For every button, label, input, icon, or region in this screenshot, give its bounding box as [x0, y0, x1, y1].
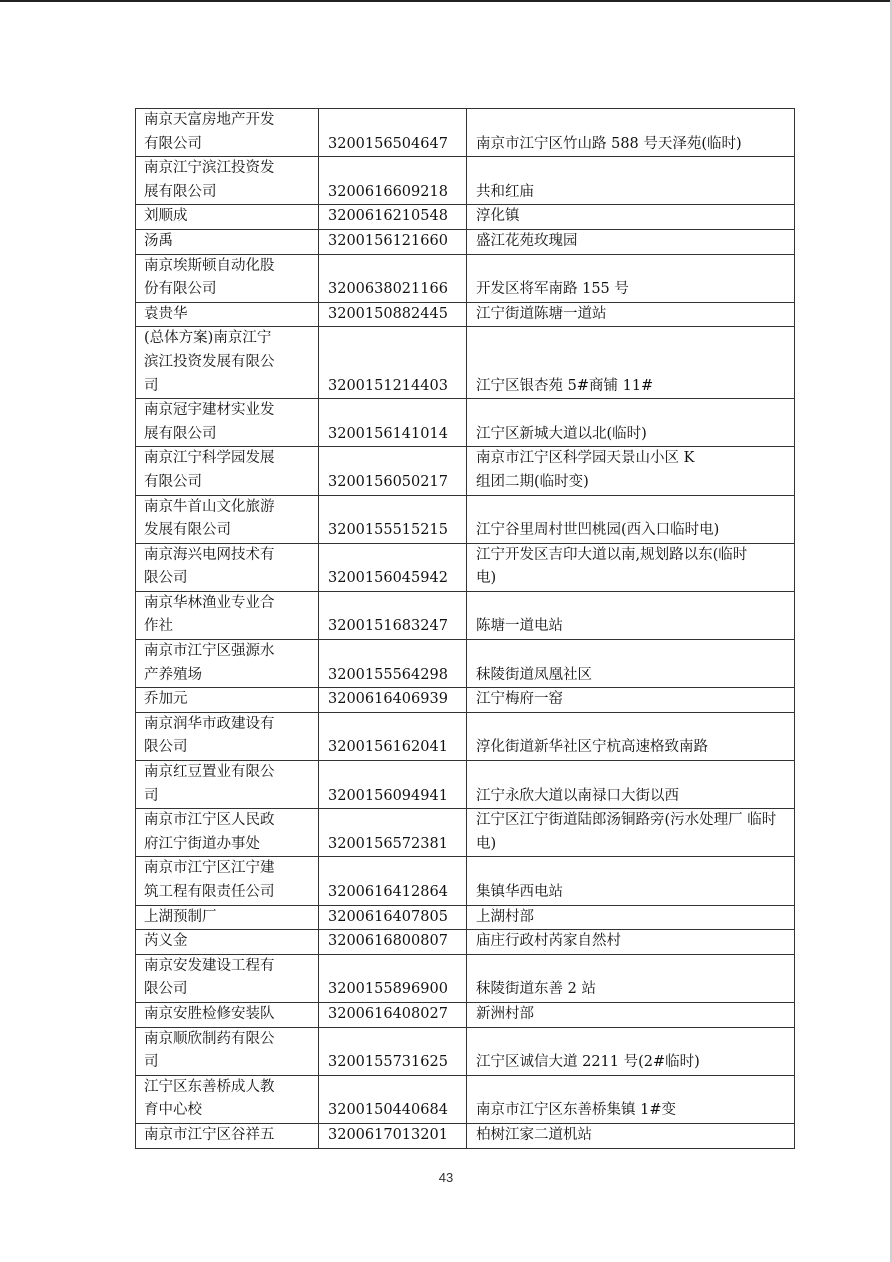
customer-name-cell: 南京安发建设工程有 限公司	[136, 954, 319, 1002]
customer-name-cell: 南京埃斯顿自动化股 份有限公司	[136, 254, 319, 302]
account-number-cell: 3200638021166	[319, 254, 467, 302]
account-number-cell: 3200155896900	[319, 954, 467, 1002]
customer-name-cell: 南京华林渔业专业合 作社	[136, 591, 319, 639]
table-row	[136, 1075, 795, 1123]
table-row	[136, 809, 795, 857]
customer-name-cell: 南京市江宁区强源水 产养殖场	[136, 640, 319, 688]
customer-name-cell: 南京市江宁区人民政 府江宁街道办事处	[136, 809, 319, 857]
location-cell: 新洲村部	[467, 1002, 795, 1027]
table-row	[136, 1123, 795, 1148]
records-table-body	[136, 109, 795, 1149]
table-row	[136, 327, 795, 399]
customer-name-cell: 江宁区东善桥成人教 育中心校	[136, 1075, 319, 1123]
location-cell: 江宁永欣大道以南禄口大街以西	[467, 761, 795, 809]
customer-name-cell: 南京市江宁区江宁建 筑工程有限责任公司	[136, 857, 319, 905]
table-row	[136, 254, 795, 302]
customer-name-cell: 南京牛首山文化旅游 发展有限公司	[136, 495, 319, 543]
table-row	[136, 399, 795, 447]
customer-name-cell: 汤禹	[136, 229, 319, 254]
table-row	[136, 543, 795, 591]
table-row	[136, 1002, 795, 1027]
location-cell: 柏树江家二道机站	[467, 1123, 795, 1148]
customer-name-cell: 南京安胜检修安装队	[136, 1002, 319, 1027]
account-number-cell: 3200150882445	[319, 302, 467, 327]
location-cell: 江宁区诚信大道 2211 号(2#临时)	[467, 1027, 795, 1075]
location-cell: 淳化街道新华社区宁杭高速格致南路	[467, 712, 795, 760]
page-top-border	[0, 0, 892, 2]
location-cell: 江宁区银杏苑 5#商铺 11#	[467, 327, 795, 399]
records-table	[135, 108, 795, 1149]
table-row	[136, 205, 795, 230]
customer-name-cell: 南京江宁滨江投资发 展有限公司	[136, 157, 319, 205]
location-cell: 盛江花苑玫瑰园	[467, 229, 795, 254]
account-number-cell: 3200151683247	[319, 591, 467, 639]
account-number-cell: 3200155564298	[319, 640, 467, 688]
table-row	[136, 688, 795, 713]
location-cell: 南京市江宁区科学园天景山小区 K 组团二期(临时变)	[467, 447, 795, 495]
account-number-cell: 3200156572381	[319, 809, 467, 857]
customer-name-cell: 芮义金	[136, 930, 319, 955]
location-cell: 集镇华西电站	[467, 857, 795, 905]
customer-name-cell: 南京润华市政建设有 限公司	[136, 712, 319, 760]
table-row	[136, 157, 795, 205]
account-number-cell: 3200156094941	[319, 761, 467, 809]
customer-name-cell: (总体方案)南京江宁 滨江投资发展有限公 司	[136, 327, 319, 399]
location-cell: 江宁区江宁街道陆郎汤铜路旁(污水处理厂 临时 电)	[467, 809, 795, 857]
customer-name-cell: 南京冠宇建材实业发 展有限公司	[136, 399, 319, 447]
customer-name-cell: 南京江宁科学园发展 有限公司	[136, 447, 319, 495]
table-row	[136, 857, 795, 905]
account-number-cell: 3200150440684	[319, 1075, 467, 1123]
location-cell: 秣陵街道东善 2 站	[467, 954, 795, 1002]
account-number-cell: 3200617013201	[319, 1123, 467, 1148]
location-cell: 上湖村部	[467, 905, 795, 930]
customer-name-cell: 袁贵华	[136, 302, 319, 327]
customer-name-cell: 南京红豆置业有限公 司	[136, 761, 319, 809]
location-cell: 南京市江宁区东善桥集镇 1#变	[467, 1075, 795, 1123]
table-row	[136, 591, 795, 639]
account-number-cell: 3200616210548	[319, 205, 467, 230]
customer-name-cell: 南京市江宁区谷祥五	[136, 1123, 319, 1148]
customer-name-cell: 南京顺欣制药有限公 司	[136, 1027, 319, 1075]
account-number-cell: 3200156050217	[319, 447, 467, 495]
customer-name-cell: 乔加元	[136, 688, 319, 713]
account-number-cell: 3200155731625	[319, 1027, 467, 1075]
table-row	[136, 495, 795, 543]
table-row	[136, 109, 795, 157]
table-row	[136, 229, 795, 254]
account-number-cell: 3200156162041	[319, 712, 467, 760]
account-number-cell: 3200156141014	[319, 399, 467, 447]
account-number-cell: 3200156121660	[319, 229, 467, 254]
customer-name-cell: 刘顺成	[136, 205, 319, 230]
location-cell: 淳化镇	[467, 205, 795, 230]
location-cell: 江宁开发区吉印大道以南,规划路以东(临时 电)	[467, 543, 795, 591]
account-number-cell: 3200616412864	[319, 857, 467, 905]
table-row	[136, 447, 795, 495]
table-row	[136, 640, 795, 688]
location-cell: 庙庄行政村芮家自然村	[467, 930, 795, 955]
customer-name-cell: 南京天富房地产开发 有限公司	[136, 109, 319, 157]
table-row	[136, 905, 795, 930]
table-row	[136, 930, 795, 955]
account-number-cell: 3200156504647	[319, 109, 467, 157]
page-number: 43	[438, 1170, 454, 1185]
account-number-cell: 3200616609218	[319, 157, 467, 205]
account-number-cell: 3200616800807	[319, 930, 467, 955]
customer-name-cell: 南京海兴电网技术有 限公司	[136, 543, 319, 591]
table-row	[136, 761, 795, 809]
location-cell: 共和红庙	[467, 157, 795, 205]
location-cell: 南京市江宁区竹山路 588 号天泽苑(临时)	[467, 109, 795, 157]
account-number-cell: 3200616407805	[319, 905, 467, 930]
location-cell: 开发区将军南路 155 号	[467, 254, 795, 302]
account-number-cell: 3200151214403	[319, 327, 467, 399]
table-row	[136, 1027, 795, 1075]
table-row	[136, 712, 795, 760]
account-number-cell: 3200616408027	[319, 1002, 467, 1027]
location-cell: 江宁街道陈塘一道站	[467, 302, 795, 327]
location-cell: 秣陵街道凤凰社区	[467, 640, 795, 688]
location-cell: 陈塘一道电站	[467, 591, 795, 639]
location-cell: 江宁梅府一窑	[467, 688, 795, 713]
account-number-cell: 3200155515215	[319, 495, 467, 543]
table-row	[136, 954, 795, 1002]
account-number-cell: 3200616406939	[319, 688, 467, 713]
location-cell: 江宁谷里周村世凹桃园(西入口临时电)	[467, 495, 795, 543]
table-row	[136, 302, 795, 327]
location-cell: 江宁区新城大道以北(临时)	[467, 399, 795, 447]
account-number-cell: 3200156045942	[319, 543, 467, 591]
customer-name-cell: 上湖预制厂	[136, 905, 319, 930]
